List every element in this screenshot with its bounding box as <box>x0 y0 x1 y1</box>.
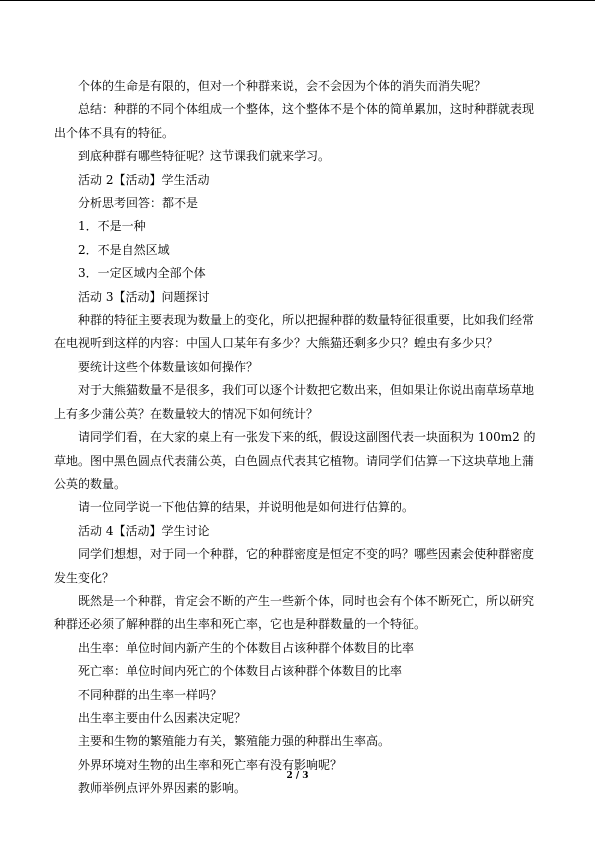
heading-activity-4: 活动 4【活动】学生讨论 <box>78 523 210 538</box>
list-item-2: 2．不是自然区域 <box>78 242 170 257</box>
definition-birth-rate: 出生率：单位时间内新产生的个体数目占该种群个体数目的比率 <box>78 640 415 655</box>
page-number: 2 / 3 <box>286 771 309 781</box>
document-body <box>54 75 542 801</box>
paragraph-population-features: 种群的特征主要表现为数量上的变化，所以把握种群的数量特征很重要，比如我们经常在电视听到这样的内容：中国人口某年有多少？大熊猫还剩多少只？蝗虫有多少只？ <box>54 313 535 351</box>
paragraph-life-limited: 个体的生命是有限的，但对一个种群来说，会不会因为个体的消失而消失呢？ <box>78 79 487 93</box>
heading-activity-2: 活动 2【活动】学生活动 <box>78 172 210 187</box>
question-birth-rate-same: 不同种群的出生率一样吗？ <box>78 687 223 702</box>
paragraph-panda-dandelion: 对于大熊猫数量不是很多，我们可以逐个计数把它数出来，但如果让你说出南草场草地上有多少蒲公英？在数量较大的情况下如何统计？ <box>54 383 535 421</box>
paragraph-intro-question: 到底种群有哪些特征呢？这节课我们就来学习。 <box>78 149 331 164</box>
paragraph-summary: 总结：种群的不同个体组成一个整体，这个整体不是个体的简单累加，这时种群就表现出个体不具有的特征。 <box>54 102 535 140</box>
answer-reproduction: 主要和生物的繁殖能力有关，繁殖能力强的种群出生率高。 <box>78 734 391 749</box>
paragraph-teacher-comment: 教师举例点评外界因素的影响。 <box>78 781 247 796</box>
question-birth-rate-factor: 出生率主要由什么因素决定呢？ <box>78 710 247 725</box>
paragraph-density-question: 同学们想想，对于同一个种群，它的种群密度是恒定不变的吗？哪些因素会使种群密度发生变化？ <box>54 547 535 585</box>
paragraph-birth-death-intro: 既然是一个种群，肯定会不断的产生一些新个体，同时也会有个体不断死亡，所以研究种群还必须了解种群的出生率和死亡率，它也是种群数量的一个特征。 <box>54 593 535 632</box>
paragraph-how-to-count: 要统计这些个体数量该如何操作？ <box>78 359 259 374</box>
list-item-1: 1．不是一种 <box>78 219 146 234</box>
list-item-3: 3．一定区域内全部个体 <box>78 266 206 281</box>
header-rule <box>0 0 595 1</box>
definition-death-rate: 死亡率：单位时间内死亡的个体数目占该种群个体数目的比率 <box>78 664 403 679</box>
paragraph-analysis-answer: 分析思考回答：都不是 <box>78 196 199 211</box>
question-environment-effect: 外界环境对生物的出生率和死亡率有没有影响呢？ <box>78 757 343 772</box>
heading-activity-3: 活动 3【活动】问题探讨 <box>78 289 210 304</box>
paragraph-estimate-task: 请同学们看，在大家的桌上有一张发下来的纸，假设这副图代表一块面积为 100m2 的草地。图中黑色圆点代表蒲公英，白色圆点代表其它植物。请同学们估算一下这块草地上蒲公英的数量。 <box>54 430 536 491</box>
paragraph-student-report: 请一位同学说一下他估算的结果，并说明他是如何进行估算的。 <box>78 500 415 515</box>
